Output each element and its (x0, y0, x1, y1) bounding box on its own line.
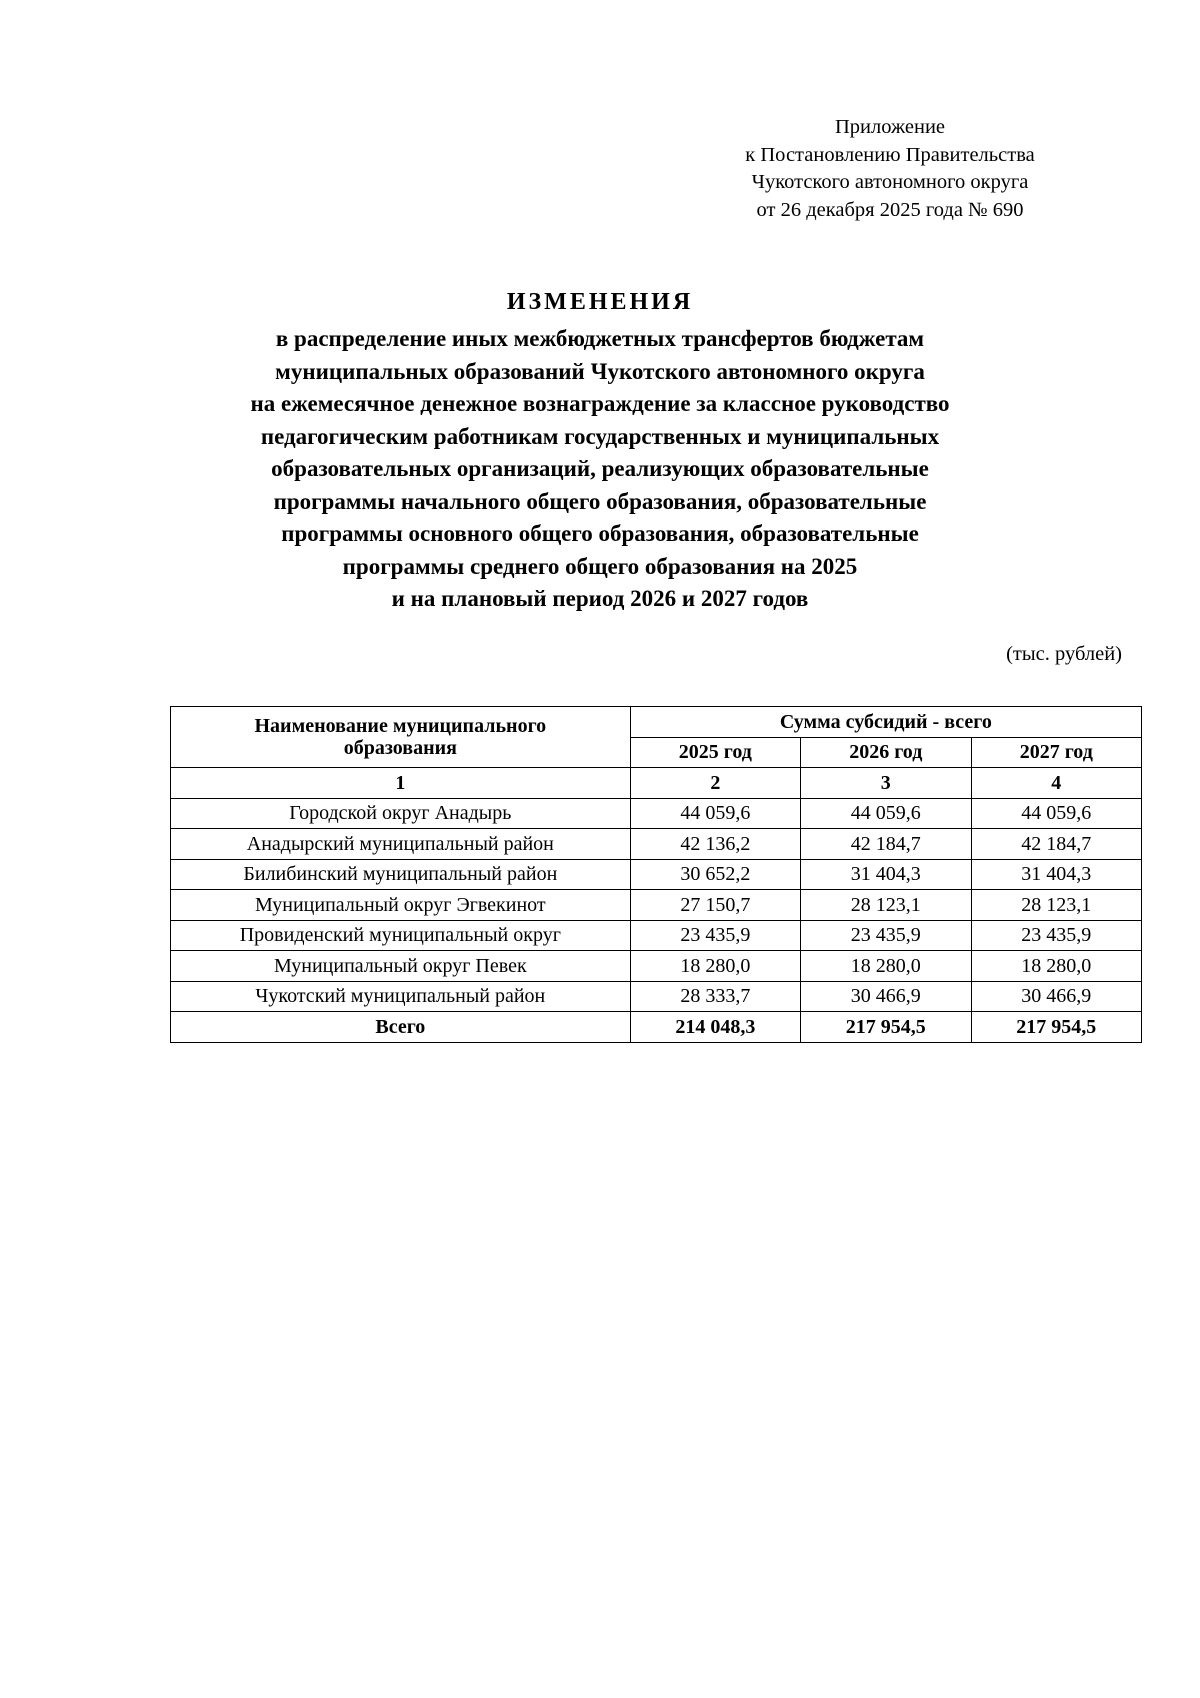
title-line: образовательных организаций, реализующих образовательные (271, 456, 929, 481)
value-2025: 18 280,0 (630, 951, 800, 982)
title-line: программы среднего общего образования на 2025 (342, 553, 858, 579)
column-number: 4 (971, 768, 1142, 799)
title-line: на ежемесячное денежное вознаграждение за классное руководство (250, 391, 950, 416)
value-2025: 30 652,2 (630, 859, 800, 890)
value-2026: 30 466,9 (801, 981, 971, 1012)
municipality-name: Чукотский муниципальный район (171, 981, 631, 1012)
value-2026: 42 184,7 (801, 829, 971, 860)
appendix-header (680, 114, 1100, 224)
header-subsidy-total: Сумма субсидий - всего (630, 707, 1141, 738)
municipality-name: Муниципальный округ Певек (171, 951, 631, 982)
table-row (171, 981, 1142, 1012)
value-2026: 18 280,0 (801, 951, 971, 982)
table-header-row (171, 707, 1142, 738)
value-2027: 28 123,1 (971, 890, 1142, 921)
title-line: педагогическим работникам государственных и муниципальных (260, 423, 940, 449)
value-2025: 42 136,2 (630, 829, 800, 860)
title-line: в распределение иных межбюджетных трансфертов бюджетам (275, 326, 925, 351)
value-2027: 42 184,7 (971, 829, 1142, 860)
value-2026: 44 059,6 (801, 798, 971, 829)
value-2027: 31 404,3 (971, 859, 1142, 890)
value-2025: 44 059,6 (630, 798, 800, 829)
table-row (171, 951, 1142, 982)
value-2026: 23 435,9 (801, 920, 971, 951)
value-2026: 31 404,3 (801, 859, 971, 890)
title-line: муниципальных образований Чукотского автономного округа (275, 358, 925, 384)
municipality-name: Муниципальный округ Эгвекинот (171, 890, 631, 921)
header-year: 2027 год (971, 737, 1142, 768)
column-number: 2 (630, 768, 800, 799)
title-line: программы начального общего образования, образовательные (273, 488, 927, 514)
units-label: (тыс. рублей) (1006, 643, 1122, 665)
value-2025: 28 333,7 (630, 981, 800, 1012)
municipality-name: Городской округ Анадырь (171, 798, 631, 829)
table-row (171, 890, 1142, 921)
total-2026: 217 954,5 (801, 1012, 971, 1043)
total-2025: 214 048,3 (630, 1012, 800, 1043)
table-total-row (171, 1012, 1142, 1043)
municipality-name: Анадырский муниципальный район (171, 829, 631, 860)
value-2027: 30 466,9 (971, 981, 1142, 1012)
title-line: программы основного общего образования, образовательные (281, 521, 919, 546)
appendix-line: от 26 декабря 2025 года № 690 (756, 198, 1024, 221)
appendix-line: Чукотского автономного округа (751, 171, 1029, 193)
table-column-numbers-row (171, 768, 1142, 799)
municipality-name: Билибинский муниципальный район (171, 859, 631, 890)
header-year: 2026 год (801, 737, 971, 768)
value-2025: 27 150,7 (630, 890, 800, 921)
title-line: и на плановый период 2026 и 2027 годов (391, 586, 809, 611)
table-row (171, 829, 1142, 860)
column-number: 1 (171, 768, 631, 799)
appendix-line: Приложение (834, 116, 946, 138)
column-number: 3 (801, 768, 971, 799)
table-row (171, 798, 1142, 829)
subsidy-table (170, 706, 1142, 1043)
value-2025: 23 435,9 (630, 920, 800, 951)
value-2027: 44 059,6 (971, 798, 1142, 829)
value-2027: 23 435,9 (971, 920, 1142, 951)
value-2027: 18 280,0 (971, 951, 1142, 982)
document-title (140, 288, 1060, 616)
header-year: 2025 год (630, 737, 800, 768)
total-2027: 217 954,5 (971, 1012, 1142, 1043)
municipality-name: Провиденский муниципальный округ (171, 920, 631, 951)
title-main: ИЗМЕНЕНИЯ (506, 289, 694, 315)
table-row (171, 859, 1142, 890)
header-municipality: Наименование муниципального образования (171, 707, 631, 768)
appendix-line: к Постановлению Правительства (745, 143, 1035, 166)
table-row (171, 920, 1142, 951)
value-2026: 28 123,1 (801, 890, 971, 921)
total-label: Всего (171, 1012, 631, 1043)
